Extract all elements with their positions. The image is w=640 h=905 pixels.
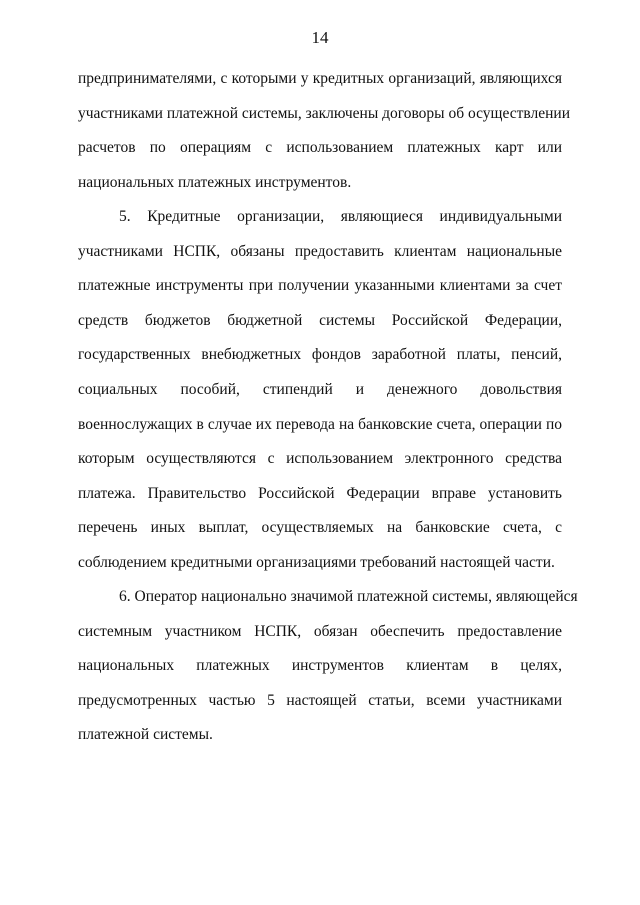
text-line: участниками платежной системы, заключены договоры об осуществлении [78, 104, 571, 122]
text-line: государственных внебюджетных фондов заработной платы, пенсий, [78, 346, 562, 364]
text-line: перечень иных выплат, осуществляемых на банковские счета, с [78, 519, 562, 537]
text-line: платежной системы. [78, 726, 213, 744]
text-line: участниками НСПК, обязаны предоставить клиентам национальные [78, 242, 562, 260]
text-line: 6. Оператор национально значимой платежной системы, являющейся [119, 588, 578, 605]
text-line: военнослужащих в случае их перевода на банковские счета, операции по [78, 415, 562, 433]
text-line: платежные инструменты при получении указанными клиентами за счет [78, 277, 562, 295]
paragraph-clause-6 [78, 580, 578, 753]
page-number: 14 [311, 28, 329, 47]
text-line: предпринимателями, с которыми у кредитных организаций, являющихся [78, 70, 562, 87]
text-line: системным участником НСПК, обязан обеспечить предоставление [78, 622, 562, 640]
text-line: национальных платежных инструментов клиентам в целях, [78, 657, 562, 675]
text-line: средств бюджетов бюджетной системы Российской Федерации, [78, 311, 562, 329]
paragraph-clause-5 [78, 200, 562, 581]
paragraph-continuation [78, 62, 571, 200]
text-line: платежа. Правительство Российской Федерации вправе установить [78, 484, 562, 502]
text-line: предусмотренных частью 5 настоящей статьи, всеми участниками [78, 691, 562, 709]
text-line: социальных пособий, стипендий и денежного довольствия [78, 380, 562, 398]
text-line: которым осуществляются с использованием электронного средства [78, 450, 562, 468]
text-line: 5. Кредитные организации, являющиеся индивидуальными [119, 208, 562, 225]
text-line: национальных платежных инструментов. [78, 173, 352, 191]
text-line: соблюдением кредитными организациями требований настоящей части. [78, 553, 555, 571]
text-line: расчетов по операциям с использованием платежных карт или [78, 139, 562, 157]
